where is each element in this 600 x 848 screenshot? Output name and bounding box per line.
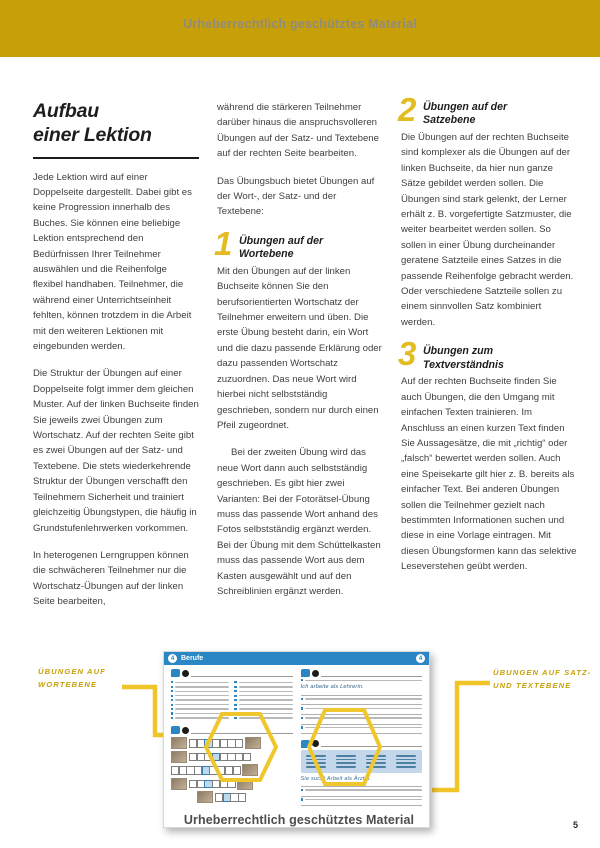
section-heading-2-line2: Satzebene bbox=[423, 114, 476, 127]
column-two bbox=[214, 100, 383, 610]
list-item bbox=[301, 679, 423, 681]
top-watermark: Urheberrechtlich geschütztes Material bbox=[183, 17, 417, 31]
book-spread-thumbnail bbox=[163, 651, 430, 828]
crossword-row bbox=[171, 751, 293, 763]
photo-thumbnail bbox=[197, 791, 213, 803]
writing-rule bbox=[301, 714, 423, 715]
list-item bbox=[234, 686, 292, 688]
list-item bbox=[234, 717, 292, 719]
col1-paragraph-1: Jede Lektion wird auf einer Doppelseite dargestellt. Dabei gibt es keine Progression innerhalb des Buches. Sie können eine beliebige Lektion entsprechend den Bedürfnissen Ihrer Teilnehmer auswählen und die Reihenfolge flexibel handhaben. Teilnehmer, die während einer Unterrichtseinheit fehlten, können trotzdem in die Arbeit mit den weiteren Lektionen mit eingebunden werden. bbox=[33, 171, 192, 353]
list-item bbox=[301, 707, 423, 709]
list-item bbox=[234, 681, 292, 683]
photo-thumbnail bbox=[171, 751, 187, 763]
crossword-grid bbox=[171, 737, 293, 803]
chapter-badge-left: 4 bbox=[168, 654, 177, 663]
sentence-exercise-items bbox=[301, 679, 423, 734]
section-heading-wortebene bbox=[214, 224, 383, 262]
list-item bbox=[301, 717, 423, 719]
list-item bbox=[301, 798, 423, 800]
list-item bbox=[171, 712, 229, 714]
list-item bbox=[234, 699, 292, 701]
column-one bbox=[33, 100, 199, 610]
exercise-4-header bbox=[301, 740, 423, 748]
spread-right-page bbox=[297, 669, 427, 827]
list-item bbox=[171, 717, 229, 719]
list-item bbox=[171, 699, 229, 701]
col1-paragraph-3: In heterogenen Lerngruppen können die schwächeren Teilnehmer nur die Wortschatz-Übungen auf der linken Seite bearbeiten, bbox=[33, 549, 189, 608]
speech-bubble-icon bbox=[301, 669, 310, 677]
list-item bbox=[171, 686, 229, 688]
list-item bbox=[234, 708, 292, 710]
section-heading-text-3 bbox=[423, 344, 577, 372]
section1-paragraph-2: Bei der zweiten Übung wird das neue Wort dann auch selbstständig geschrieben. Es gibt hier zwei Varianten: Bei der Fotorätsel-Übung muss das passende Wort anhand des Fotos selbstständig ergänzt werden. Bei der Übung mit dem Schüttelkasten muss das passende Wort aus dem Kasten ausgewählt und auf den Schreiblinien ergänzt werden. bbox=[217, 447, 381, 597]
page-number: 5 bbox=[572, 820, 578, 830]
exercise-4-instruction bbox=[321, 740, 423, 747]
section-heading-satzebene bbox=[398, 91, 577, 128]
exercise-2-instruction bbox=[191, 727, 293, 734]
top-gold-band bbox=[0, 0, 600, 57]
section1-paragraph-1: Mit den Übungen auf der linken Buchseite können Sie den berufsorientierten Wortschatz der Teilnehmer erweitern und üben. Die erste Übung besteht darin, ein Wort und die dazu passende Erklärung oder dazu passenden Wortschatz zuzuordnen. Das neue Wort wird hierbei nicht selbstständig geschrieben, sondern nur durch einen Pfeil zugeordnet. bbox=[217, 265, 382, 431]
list-item bbox=[171, 690, 229, 692]
word-bank-column bbox=[303, 753, 331, 770]
speech-bubble-icon bbox=[301, 740, 310, 748]
writing-rule bbox=[301, 805, 423, 806]
word-bank-column bbox=[332, 753, 360, 770]
writing-rule bbox=[301, 733, 423, 734]
exercise-number-2 bbox=[182, 727, 189, 734]
section-heading-textverstaendnis bbox=[398, 335, 577, 373]
handwritten-answer-1: Ich arbeite als Lehrerin. bbox=[300, 684, 364, 691]
spread-body bbox=[164, 665, 429, 827]
writing-rule bbox=[301, 695, 423, 696]
photo-thumbnail bbox=[245, 737, 261, 749]
crossword-row bbox=[171, 764, 293, 776]
crossword-cells bbox=[171, 766, 240, 774]
figure-zone bbox=[0, 645, 600, 848]
exercise-number-1 bbox=[182, 670, 189, 677]
chapter-badge-right: 4 bbox=[416, 654, 425, 663]
list-item bbox=[171, 695, 229, 697]
section-numeral-2: 2 bbox=[398, 91, 417, 128]
section-numeral-1: 1 bbox=[214, 224, 233, 262]
section-numeral-3: 3 bbox=[398, 335, 417, 373]
exercise-number-3 bbox=[312, 670, 319, 677]
list-item bbox=[234, 712, 292, 714]
matching-list-left bbox=[171, 679, 229, 721]
list-item bbox=[234, 690, 292, 692]
callout-right: ÜBUNGEN AUF SATZ- UND TEXTEBENE bbox=[493, 668, 592, 690]
crossword-cells bbox=[189, 780, 235, 788]
col1-paragraph-2: Die Struktur der Übungen auf einer Doppelseite folgt immer dem gleichen Muster. Auf der linken Buchseite finden Sie jeweils zwei Übungen zum Wortschatz. Auf der rechten Seite gibt es zwei Übungen auf der Satz- und Textebene. Die stets wiederkehrende Struktur der Übungen verschafft den Teilnehmern Sicherheit und trainiert gleichzeitig Übungstypen, die häufig in Grundstufenlehrwerken vorkommen. bbox=[33, 368, 199, 534]
article-columns bbox=[0, 91, 600, 610]
section2-paragraph: Die Übungen auf der rechten Buchseite sind komplexer als die Übungen auf der linken Buchseite, da hier nun ganze Sätze gebildet werden sollen. Die Übungen sind stark gelenkt, der Lerner erhält z. B. vorgefertigte Satzmuster, die weiter bearbeitet werden sollen. So sollen in einer Übung durcheinander geratene Satzteile eines Satzes in die passende Reihenfolge gebracht werden. Oder verschiedene Satzteile sollen zu einem sinnvollen Satz kombiniert werden. bbox=[401, 132, 574, 328]
list-item bbox=[301, 789, 423, 791]
matching-list-right bbox=[234, 679, 292, 721]
col2-paragraph-2: Das Übungsbuch bietet Übungen auf der Wort-, der Satz- und der Textebene: bbox=[217, 175, 375, 218]
list-item bbox=[234, 704, 292, 706]
exercise-3-instruction bbox=[321, 670, 423, 677]
list-item bbox=[301, 698, 423, 700]
callout-left: ÜBUNGEN AUF WORTEBENE bbox=[38, 667, 106, 689]
matching-exercise-lists bbox=[171, 679, 293, 721]
section-heading-2-line1: Übungen auf der bbox=[423, 101, 508, 113]
list-item bbox=[171, 681, 229, 683]
list-item bbox=[171, 704, 229, 706]
page-title-line1: Aufbau bbox=[33, 100, 99, 122]
photo-thumbnail bbox=[171, 778, 187, 790]
photo-thumbnail bbox=[171, 737, 187, 749]
writing-rule bbox=[301, 724, 423, 725]
writing-rule bbox=[301, 796, 423, 797]
word-bank-box bbox=[301, 750, 423, 773]
exercise-2-header bbox=[171, 726, 293, 734]
spread-header bbox=[164, 652, 429, 665]
section-heading-text-2 bbox=[423, 100, 577, 128]
exercise-3-header bbox=[301, 669, 423, 677]
title-divider bbox=[33, 157, 199, 159]
list-item bbox=[171, 708, 229, 710]
writing-rule bbox=[301, 786, 423, 787]
list-item bbox=[301, 726, 423, 728]
bottom-watermark: Urheberrechtlich geschütztes Material bbox=[183, 813, 415, 827]
connector-right bbox=[432, 683, 490, 790]
spread-left-page bbox=[167, 669, 297, 827]
crossword-row bbox=[171, 791, 293, 803]
section-heading-1-line2: Wortebene bbox=[239, 248, 294, 261]
exercise-number-4 bbox=[312, 740, 319, 747]
section-heading-text-1 bbox=[239, 234, 383, 262]
list-item bbox=[234, 695, 292, 697]
photo-thumbnail bbox=[237, 778, 253, 790]
spread-title: Berufe bbox=[181, 655, 204, 662]
crossword-cells bbox=[189, 753, 251, 761]
crossword-row bbox=[171, 737, 293, 749]
page-title bbox=[33, 100, 199, 148]
speech-bubble-icon bbox=[171, 726, 180, 734]
crossword-row bbox=[171, 778, 293, 790]
page-title-line2: einer Lektion bbox=[33, 123, 152, 146]
section-heading-1-line1: Übungen auf der bbox=[239, 234, 324, 247]
writing-rule bbox=[301, 704, 423, 705]
exercise-1-instruction bbox=[191, 670, 293, 677]
section-heading-3-line2: Textverständnis bbox=[423, 358, 504, 371]
col2-paragraph-1: während die stärkeren Teilnehmer darüber hinaus die anspruchsvolleren Übungen auf der Satz- und Textebene auf der rechten Seite bearbeiten. bbox=[217, 102, 379, 160]
handwritten-answer-2: Sie sucht Arbeit als Ärztin. bbox=[300, 775, 372, 782]
crossword-cells bbox=[215, 793, 246, 801]
exercise-1-header bbox=[171, 669, 293, 677]
section-heading-3-line1: Übungen zum bbox=[423, 345, 494, 358]
word-bank-column bbox=[362, 753, 390, 770]
photo-thumbnail bbox=[242, 764, 258, 776]
column-three bbox=[398, 91, 577, 610]
word-bank-column bbox=[392, 753, 420, 770]
speech-bubble-icon bbox=[171, 669, 180, 677]
section3-paragraph: Auf der rechten Buchseite finden Sie auch Übungen, die den Umgang mit einfachen Texten trainieren. Im Anschluss an einen kurzen Text finden Sie Aussagesätze, die mit „richtig“ oder „falsch“ bewertet werden sollen. Auch eine Speisekarte gilt hier z. B. bereits als einfacher Text. Bei anderen Übungen sollen die Teilnehmer gezielt nach bestimmten Informationen suchen und diese in eine Vorlage eintragen. Mit diesen Übungsformen kann das selektive Leseverstehen geübt werden. bbox=[401, 376, 577, 573]
crossword-cells bbox=[189, 739, 243, 747]
